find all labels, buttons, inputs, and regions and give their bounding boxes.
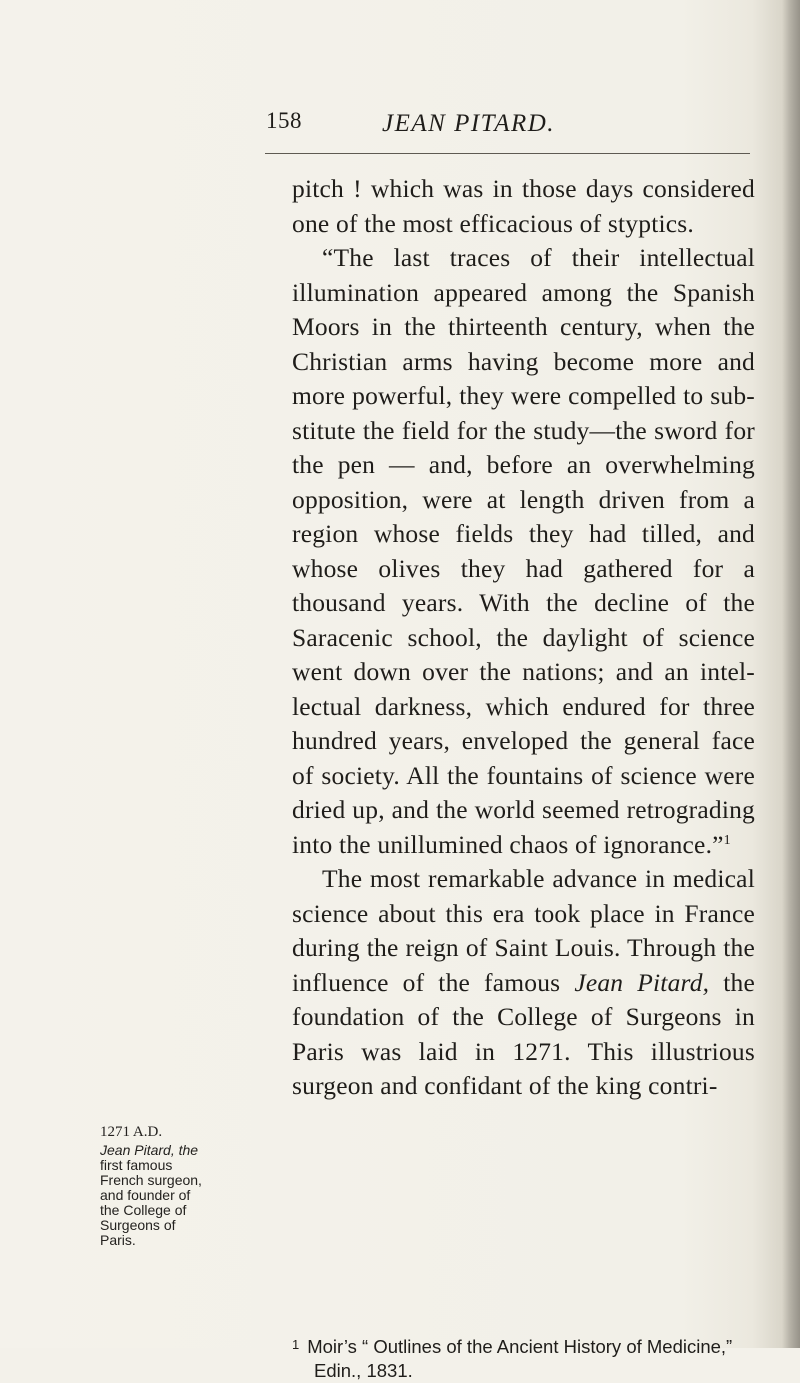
margin-line-4: and founder of [100, 1187, 191, 1203]
running-title: JEAN PITARD. [382, 110, 556, 137]
margin-date: 1271 A.D. [100, 1124, 163, 1140]
margin-note [100, 1125, 290, 1248]
margin-line-1-text: Jean Pitard, the [100, 1142, 199, 1158]
page-edge-shadow [782, 0, 800, 1348]
page-number: 158 [266, 108, 302, 133]
footnote-number: 1 [292, 1337, 300, 1352]
paragraph-3 [292, 862, 755, 1104]
quotation-text: “The last traces of their intellectual illumination appeared among the Spanish Moors in the thirteenth century, when the Christian arms having become more and more powerful, they were compelled to sub-stitute the field for the study—the sword for the pen — and, before an overwhelming opposition, were at length driven from a region whose fields they had tilled, and whose olives they had gathered for a thousand years. With the decline of the Saracenic school, the daylight of science went down over the nations; and an intel-lectual darkness, which endured for three hundred years, enveloped the general face of society. All the fountains of science were dried up, and the world seemed retrograding into the unillumined chaos of ignorance.” [292, 243, 755, 859]
header-rule [265, 153, 750, 154]
footnote-row [292, 1333, 755, 1383]
paragraph-1: pitch ! which was in those days considered one of the most efficacious of styptics. [292, 174, 755, 238]
footnote-text: Moir’s “ Outlines of the Ancient History of Medicine,” Edin., 1831. [307, 1336, 733, 1381]
margin-line-1 [100, 1143, 290, 1158]
paragraph-3-text: The most remarkable advance in medical science about this era took place in France during the reign of Saint Louis. Through the influence of the famous [292, 864, 755, 997]
margin-line-2: first famous [100, 1157, 173, 1173]
footnote [292, 1333, 755, 1383]
running-head [0, 98, 800, 142]
paragraph-2 [292, 241, 755, 862]
main-text [292, 172, 755, 1104]
paragraph-3-continuation: the foundation of the College of Surgeons in Paris was laid in 1271. This illustrious surgeon and confidant of the king contri- [292, 967, 756, 1100]
emphasis-name: Jean Pitard, [574, 967, 710, 997]
margin-line-6: Surgeons of [100, 1217, 176, 1233]
margin-line-7: Paris. [100, 1232, 136, 1248]
margin-line-5: the College of [100, 1202, 187, 1218]
footnote-marker: 1 [723, 832, 731, 848]
margin-line-3: French surgeon, [100, 1172, 202, 1188]
